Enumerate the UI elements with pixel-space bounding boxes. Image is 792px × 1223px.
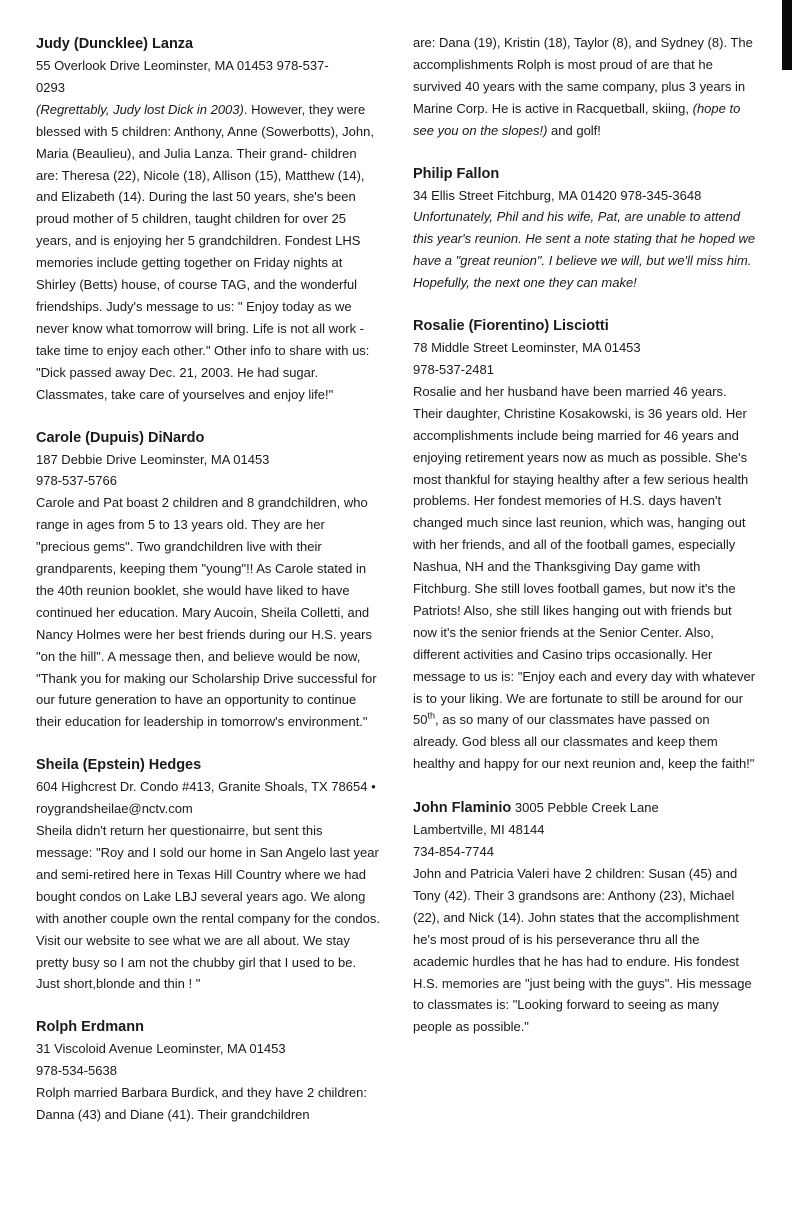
entry-phone: 734-854-7744 bbox=[413, 844, 494, 860]
entry-body bbox=[36, 99, 380, 406]
page-edge-mark bbox=[782, 0, 792, 70]
entry-erdmann-continued bbox=[413, 32, 757, 142]
entry-name: Sheila (Epstein) Hedges bbox=[36, 757, 202, 774]
entry-address: 3005 Pebble Creek Lane bbox=[511, 800, 659, 816]
entry-address: 55 Overlook Drive Leominster, MA 01453 978-537-0293 bbox=[36, 58, 329, 95]
entry-phone: 978-537-5766 bbox=[36, 473, 117, 489]
entry-lanza bbox=[36, 34, 380, 406]
entry-phone: 978-537-2481 bbox=[413, 361, 494, 377]
entry-body: Sheila didn't return her questionairre, but sent this message: "Roy and I sold our home in San Angelo last year and semi-retired here in Texas Hill Country where we had bought condos on Lake LBJ several years ago. We along with another couple own the rental company for the condos. Visit our website to see what we are all about. We stay pretty busy so I am not the chubby girl that I used to be. Just short,blonde and thin ! " bbox=[36, 823, 380, 992]
entry-address: 78 Middle Street Leominster, MA 01453 bbox=[413, 340, 641, 356]
entry-phone: 978-534-5638 bbox=[36, 1063, 117, 1079]
entry-body: Rolph married Barbara Burdick, and they have 2 children: Danna (43) and Diane (41). Their grandchildren bbox=[36, 1085, 367, 1123]
entry-lisciotti bbox=[413, 316, 757, 775]
entry-name: John Flaminio bbox=[413, 800, 512, 817]
entry-text-tail: and golf! bbox=[547, 122, 601, 138]
entry-dinardo bbox=[36, 428, 380, 734]
entry-text: . However, they were blessed with 5 children: Anthony, Anne (Sowerbotts), John, Maria (Beaulieu), and Julia Lanza. Their grand- children are: Theresa (22), Nicole (18), Allison (15), Matthew (14), and Elizabeth (14). During the last 50 years, she's been proud mother of 5 children, taught children for over 25 years, and is enjoying her 5 grandchildren. Fondest LHS memories include getting together on Friday nights at Shirley (Betts) house, of course TAG, and the wonderful friendships. Judy's message to us: " Enjoy today as we never know what tomorrow will bring. Life is not all work - take time to enjoy each other." Other info to share with us: "Dick passed away Dec. 21, 2003. He had sugar. Classmates, take care of yourselves and enjoy life!" bbox=[36, 101, 374, 402]
entry-name: Rolph Erdmann bbox=[36, 1019, 144, 1036]
entry-flaminio bbox=[413, 797, 757, 1038]
entry-address: 604 Highcrest Dr. Condo #413, Granite Shoals, TX 78654 • roygrandsheilae@nctv.com bbox=[36, 779, 376, 817]
entry-body: Unfortunately, Phil and his wife, Pat, are unable to attend this year's reunion. He sent a note stating that he hoped we have a "great reunion". I believe we will, but we'll miss him. Hopefully, the next one they can make! bbox=[413, 209, 756, 291]
entry-body: Carole and Pat boast 2 children and 8 grandchildren, who range in ages from 5 to 13 years old. They are her "precious gems". Two grandchildren live with their grandparents, keeping them "young"!! As Carole stated in the 40th reunion booklet, she would have liked to have continued her education. Mary Aucoin, Sheila Colletti, and Nancy Holmes were her best friends during our H.S. years "on the hill". A message then, and believe would be now, "Thank you for making our Scholarship Drive successful for our future generation to have an opportunity to continue their education for leadership in tomorrow's environment." bbox=[36, 495, 377, 730]
entry-fallon bbox=[413, 164, 757, 295]
left-column bbox=[36, 34, 380, 1148]
entry-hedges bbox=[36, 755, 380, 995]
entry-name: Rosalie (Fiorentino) Lisciotti bbox=[413, 318, 609, 335]
entry-body bbox=[413, 32, 757, 142]
entry-body bbox=[413, 381, 757, 775]
entry-text: Rosalie and her husband have been married 46 years. Their daughter, Christine Kosakowski, is 36 years old. Her accomplishments include being married for 46 years and enjoying retirement years now as much as possible. She's most thankful for staying healthy after a few serious health problems. Her fondest memories of H.S. days haven't changed much since last reunion, which was, hanging out with her friends, and all of the football games, especially Nashua, NH and the Thanksgiving Day game with Fitchburg. She still loves football games, but now it's the Patriots! Also, she still likes hanging out with friends but now it's the senior friends at the Senior Center. Also, different activities and Casino trips occasionally. Her message to us is: "Enjoy each and every day with whatever is to your liking. We are fortunate to still be around for our 50 bbox=[413, 383, 756, 728]
entry-name: Philip Fallon bbox=[413, 165, 500, 182]
entry-italic: (hope to see you on the slopes!) bbox=[413, 100, 741, 138]
entry-address: 31 Viscoloid Avenue Leominster, MA 01453 bbox=[36, 1041, 286, 1057]
entry-text-tail: , as so many of our classmates have passed on already. God bless all our classmates and keep them healthy and happy for our next reunion and, keep the faith!" bbox=[413, 712, 755, 772]
entry-body: John and Patricia Valeri have 2 children: Susan (45) and Tony (42). Their 3 grandsons are: Anthony (23), Michael (22), and Nick (14). John states that the accomplishment he's most proud of is his perseverance thru all the academic hurdles that he has had to endure. His fondest H.S. memories are "just being with the guys". His message to classmates is: "Looking forward to seeing as many people as possible." bbox=[413, 866, 752, 1035]
entry-text: are: Dana (19), Kristin (18), Taylor (8), and Sydney (8). The accomplishments Rolph is most proud of are that he survived 40 years with the same company, plus 3 years in Marine Corp. He is active in Racquetball, skiing, bbox=[413, 35, 753, 116]
entry-address: 34 Ellis Street Fitchburg, MA 01420 978-345-3648 bbox=[413, 187, 702, 203]
entry-italic: (Regrettably, Judy lost Dick in 2003) bbox=[36, 101, 244, 117]
entry-superscript: th bbox=[427, 711, 435, 722]
entry-name: Judy (Dunckle​e) Lanza bbox=[36, 36, 194, 52]
entry-address-2: Lambertville, MI 48144 bbox=[413, 822, 545, 838]
entry-heading bbox=[413, 797, 757, 819]
entry-name: Carole (Dupuis) DiNardo bbox=[36, 429, 205, 446]
right-column bbox=[413, 32, 757, 1060]
entry-address: 187 Debbie Drive Leominster, MA 01453 bbox=[36, 451, 270, 467]
entry-erdmann bbox=[36, 1017, 380, 1126]
